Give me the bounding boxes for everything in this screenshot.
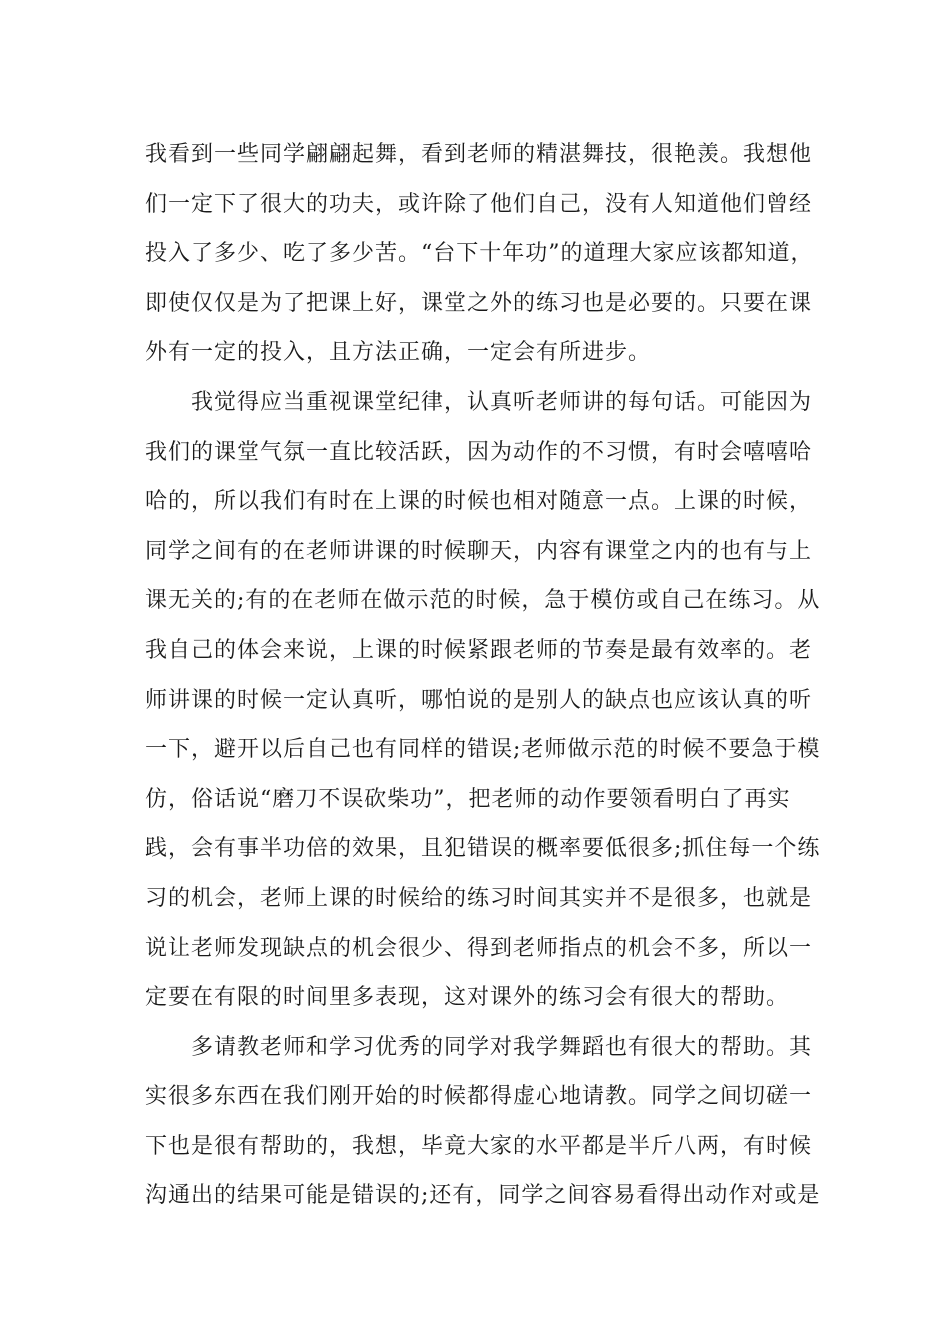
text-line: 师讲课的时候一定认真听，哪怕说的是别人的缺点也应该认真的听 xyxy=(145,687,813,713)
text-line: 投入了多少、吃了多少苦。“台下十年功”的道理大家应该都知道， xyxy=(145,241,814,267)
text-line: 下也是很有帮助的，我想，毕竟大家的水平都是半斤八两，有时候 xyxy=(145,1133,813,1159)
text-line: 我觉得应当重视课堂纪律，认真听老师讲的每句话。可能因为 xyxy=(191,389,813,415)
text-line: 我自己的体会来说，上课的时候紧跟老师的节奏是最有效率的。老 xyxy=(145,637,813,663)
paragraph-2 xyxy=(145,378,821,1023)
text-line: 说让老师发现缺点的机会很少、得到老师指点的机会不多，所以一 xyxy=(145,935,813,961)
paragraph-3 xyxy=(145,1023,821,1221)
text-line: 仿，俗话说“磨刀不误砍柴功”，把老师的动作要领看明白了再实 xyxy=(145,786,791,812)
text-line: 一下，避开以后自己也有同样的错误;老师做示范的时候不要急于模 xyxy=(145,737,821,763)
text-line: 我看到一些同学翩翩起舞，看到老师的精湛舞技，很艳羡。我想他 xyxy=(145,142,813,167)
text-line: 课无关的;有的在老师在做示范的时候，急于模仿或自己在练习。从 xyxy=(145,588,821,614)
paragraph-1 xyxy=(145,130,815,378)
text-line: 外有一定的投入，且方法正确，一定会有所进步。 xyxy=(145,340,652,366)
text-line: 多请教老师和学习优秀的同学对我学舞蹈也有很大的帮助。其 xyxy=(191,1034,813,1060)
text-line: 我们的课堂气氛一直比较活跃，因为动作的不习惯，有时会嘻嘻哈 xyxy=(145,439,813,465)
text-line: 习的机会，老师上课的时候给的练习时间其实并不是很多，也就是 xyxy=(145,885,813,911)
text-line: 同学之间有的在老师讲课的时候聊天，内容有课堂之内的也有与上 xyxy=(145,538,813,564)
text-line: 沟通出的结果可能是错误的;还有，同学之间容易看得出动作对或是 xyxy=(145,1183,821,1209)
document-body xyxy=(145,130,821,1221)
text-line: 即使仅仅是为了把课上好，课堂之外的练习也是必要的。只要在课 xyxy=(145,290,813,316)
text-line: 定要在有限的时间里多表现，这对课外的练习会有很大的帮助。 xyxy=(145,985,790,1011)
text-line: 们一定下了很大的功夫，或许除了他们自己，没有人知道他们曾经 xyxy=(145,191,813,217)
text-line: 实很多东西在我们刚开始的时候都得虚心地请教。同学之间切磋一 xyxy=(145,1084,813,1110)
text-line: 践，会有事半功倍的效果，且犯错误的概率要低很多;抓住每一个练 xyxy=(145,836,821,862)
text-line: 哈的，所以我们有时在上课的时候也相对随意一点。上课的时候， xyxy=(145,489,813,515)
